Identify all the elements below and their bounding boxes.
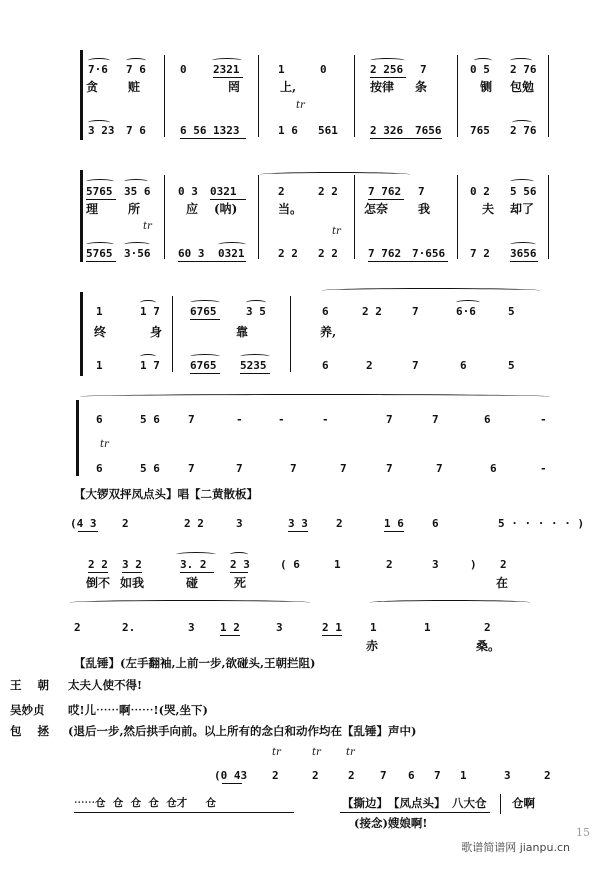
note: 2 (500, 558, 507, 571)
lyric: 身 (150, 325, 163, 339)
note: 0321 (210, 185, 237, 198)
note: 2 3 (230, 558, 250, 571)
lyric: 却了 (510, 202, 535, 216)
note: (4 3 (70, 517, 97, 530)
beam (368, 199, 404, 200)
note: 2 76 (510, 124, 537, 137)
note: 1 (424, 621, 431, 634)
note: 2 (366, 359, 373, 372)
lyric: 理 (86, 202, 99, 216)
note: 1 2 (220, 621, 240, 634)
note: 6 56 (180, 124, 207, 137)
lyric: 怎奈 (364, 202, 389, 216)
note: 1 7 (140, 359, 160, 372)
beam (368, 261, 448, 262)
note: 2 (74, 621, 81, 634)
rule (340, 812, 490, 813)
note: ( 6 (280, 558, 300, 571)
section-heading: 【大锣双抨凤点头】唱【二黄散板】 (74, 487, 258, 501)
barline (457, 175, 458, 259)
note: 561 (318, 124, 338, 137)
trill-mark: tr (143, 221, 152, 232)
note: 6 (96, 413, 103, 426)
note: 6 (460, 359, 467, 372)
note: 1 (96, 359, 103, 372)
lyric: 桑。 (476, 639, 501, 653)
note: 6 (96, 462, 103, 475)
note: ) (470, 558, 477, 571)
note: 7 (412, 305, 419, 318)
note: 2 (272, 769, 279, 782)
tie (80, 394, 550, 399)
note: 0321 (218, 247, 245, 260)
note: 7656 (415, 124, 442, 137)
beam (510, 261, 538, 262)
lyric: 死 (234, 576, 247, 590)
beam (370, 77, 406, 78)
note: 2 (336, 517, 343, 530)
note: 6 (490, 462, 497, 475)
lyric: 终 (94, 325, 107, 339)
note: 7 762 (368, 185, 402, 198)
note: 2 (386, 558, 393, 571)
note: 5765 (86, 247, 113, 260)
watermark: 歌谱简谱网 jianpu.cn (461, 841, 570, 854)
note: 0 (180, 63, 187, 76)
note: 7·6 (88, 63, 108, 76)
note: 2 326 (370, 124, 404, 137)
lyric: 上, (280, 80, 297, 94)
lyric: (呐) (214, 202, 238, 216)
page-number: 15 (576, 826, 590, 839)
note: 7 6 (126, 63, 146, 76)
barline (290, 296, 291, 372)
trill-mark: tr (312, 747, 321, 758)
beam (86, 199, 116, 200)
note: 7 (188, 462, 195, 475)
slur (230, 552, 248, 557)
system-brace (80, 50, 83, 140)
lyric: 靠 (236, 325, 249, 339)
beam (213, 77, 243, 78)
lyric: 如我 (120, 576, 145, 590)
note: (0 43 (214, 769, 248, 782)
note: 3 (236, 517, 243, 530)
note: 0 5 (470, 63, 490, 76)
lyric: 当。 (278, 202, 303, 216)
beam (222, 783, 242, 784)
note: 1 (278, 63, 285, 76)
note: - (540, 462, 547, 475)
barline (548, 175, 549, 259)
note: 2 2 (318, 185, 338, 198)
note: 2 76 (510, 63, 537, 76)
lyric: 罔 (228, 80, 241, 94)
barline (354, 55, 355, 137)
barline (548, 55, 549, 137)
dialogue-line: 哎!儿⋯⋯啊⋯⋯!(哭,坐下) (68, 703, 208, 717)
note: 2 (122, 517, 129, 530)
tie (370, 600, 530, 605)
note: 3656 (510, 247, 537, 260)
note: 3 5 (246, 305, 266, 318)
note: 2. (122, 621, 136, 634)
beam (122, 572, 142, 573)
note: 5 6 (140, 462, 160, 475)
slur (176, 552, 216, 557)
role-name: 包 拯 (10, 724, 50, 738)
beam (180, 138, 246, 139)
lyric: 按律 (370, 80, 395, 94)
note: 2 (348, 769, 355, 782)
role-name: 吴妙贞 (10, 703, 45, 717)
barline (172, 296, 173, 372)
percussion-line: ⋯⋯仓 仓 仓 仓 仓才 仓 (74, 797, 217, 809)
note: 6·6 (456, 305, 476, 318)
note: 7 (386, 413, 393, 426)
barline (164, 175, 165, 259)
beam (86, 261, 116, 262)
note: 2 (544, 769, 551, 782)
tie (70, 600, 310, 605)
note: 2 2 (88, 558, 108, 571)
note: 3·56 (124, 247, 151, 260)
role-name: 王 朝 (10, 678, 50, 692)
beam (78, 531, 98, 532)
stage-direction: 【乱锤】(左手翻袖,上前一步,欲碰头,王朝拦阻) (74, 656, 316, 670)
note: 3 (188, 621, 195, 634)
note: 7 (418, 185, 425, 198)
trill-mark: tr (296, 100, 305, 111)
beam (370, 138, 442, 139)
lyric: 倒不 (86, 576, 111, 590)
note: 7·656 (412, 247, 446, 260)
note: 7 (340, 462, 347, 475)
beam (210, 199, 246, 200)
lyric: 在 (496, 576, 509, 590)
note: 7 (386, 462, 393, 475)
note: 5 (508, 359, 515, 372)
lyric: 赤 (366, 639, 379, 653)
beam (288, 531, 308, 532)
note: - (278, 413, 285, 426)
note: 2 256 (370, 63, 404, 76)
note: 765 (470, 124, 490, 137)
beam (88, 572, 108, 573)
note: 2 2 (362, 305, 382, 318)
note: 2 1 (322, 621, 342, 634)
lyric: 所 (128, 202, 141, 216)
beam (190, 373, 220, 374)
note: 6765 (190, 305, 217, 318)
beam (190, 319, 220, 320)
note: 7 (436, 462, 443, 475)
note: 1 7 (140, 305, 160, 318)
slur (86, 179, 114, 184)
note: 2 (312, 769, 319, 782)
note: 7 2 (470, 247, 490, 260)
percussion-cue: 八大仓 (452, 796, 487, 810)
note: 2 (278, 185, 285, 198)
note: 1 (96, 305, 103, 318)
note: 7 6 (126, 124, 146, 137)
lyric: 包勉 (510, 80, 535, 94)
trill-mark: tr (346, 747, 355, 758)
trill-mark: tr (100, 439, 109, 450)
lyric: 铡 (480, 80, 493, 94)
percussion-cue: 仓啊 (512, 796, 535, 810)
note: 0 2 (470, 185, 490, 198)
note: 7 (380, 769, 387, 782)
note: - (540, 413, 547, 426)
lyric: 贪 (86, 80, 99, 94)
note: 2 2 (278, 247, 298, 260)
note: 3 (276, 621, 283, 634)
lyric: 夫 (482, 202, 495, 216)
barline (457, 55, 458, 137)
slur (124, 179, 148, 184)
note: 3 3 (288, 517, 308, 530)
percussion-cue: 【撕边】 (342, 796, 388, 810)
lyric: 赃 (128, 80, 141, 94)
note: 2 2 (184, 517, 204, 530)
note: 3 (432, 558, 439, 571)
note: 60 3 (178, 247, 205, 260)
beam (178, 261, 246, 262)
beam (230, 572, 248, 573)
note: 7 (434, 769, 441, 782)
note: 5 (508, 305, 515, 318)
note: 7 762 (368, 247, 402, 260)
lyric: 我 (418, 202, 431, 216)
beam (240, 373, 270, 374)
tie (260, 172, 410, 177)
lyric: 条 (415, 80, 428, 94)
note: 1 6 (278, 124, 298, 137)
lyric: 碰 (186, 576, 199, 590)
system-brace (80, 292, 83, 376)
cue-subtext: (接念)嫂娘啊! (354, 816, 428, 830)
note: 5 · · · · · ) (498, 517, 585, 530)
note: 6 (432, 517, 439, 530)
slur (510, 179, 534, 184)
note: 2 (484, 621, 491, 634)
note: 7 (188, 413, 195, 426)
note: 7 (420, 63, 427, 76)
note: 5765 (86, 185, 113, 198)
percussion-cue: 【凤点头】 (388, 796, 446, 810)
lyric: 养, (320, 325, 337, 339)
note: 2321 (213, 63, 240, 76)
barline (500, 794, 501, 814)
barline (164, 55, 165, 137)
note: 6 (484, 413, 491, 426)
dialogue-line: 太夫人使不得! (68, 678, 143, 692)
tie (322, 288, 540, 293)
note: - (236, 413, 243, 426)
rule (74, 812, 294, 813)
system-brace (76, 400, 79, 476)
note: 5235 (240, 359, 267, 372)
note: 3 2 (122, 558, 142, 571)
note: 1 (370, 621, 377, 634)
note: 7 (432, 413, 439, 426)
note: 6 (322, 359, 329, 372)
system-brace (80, 170, 83, 262)
note: - (322, 413, 329, 426)
note: 7 (236, 462, 243, 475)
beam (180, 572, 214, 573)
note: 6 (322, 305, 329, 318)
note: 1 (460, 769, 467, 782)
beam (220, 635, 240, 636)
beam (384, 531, 404, 532)
note: 7 (412, 359, 419, 372)
barline (354, 175, 355, 259)
note: 1 (334, 558, 341, 571)
note: 35 6 (124, 185, 151, 198)
note: 3 (504, 769, 511, 782)
note: 7 (290, 462, 297, 475)
beam (322, 635, 342, 636)
barline (258, 175, 259, 259)
dialogue-line: (退后一步,然后拱手向前。以上所有的念白和动作均在【乱锤】声中) (68, 724, 417, 738)
note: 6765 (190, 359, 217, 372)
barline (258, 55, 259, 137)
trill-mark: tr (272, 747, 281, 758)
note: 1 6 (384, 517, 404, 530)
note: 0 (320, 63, 327, 76)
note: 0 3 (178, 185, 198, 198)
lyric: 应 (186, 202, 199, 216)
note: 5 56 (510, 185, 537, 198)
note: 3. 2 (180, 558, 207, 571)
note: 1323 (213, 124, 240, 137)
note: 2 2 (318, 247, 338, 260)
note: 3 23 (88, 124, 115, 137)
trill-mark: tr (332, 226, 341, 237)
note: 5 6 (140, 413, 160, 426)
note: 6 (408, 769, 415, 782)
